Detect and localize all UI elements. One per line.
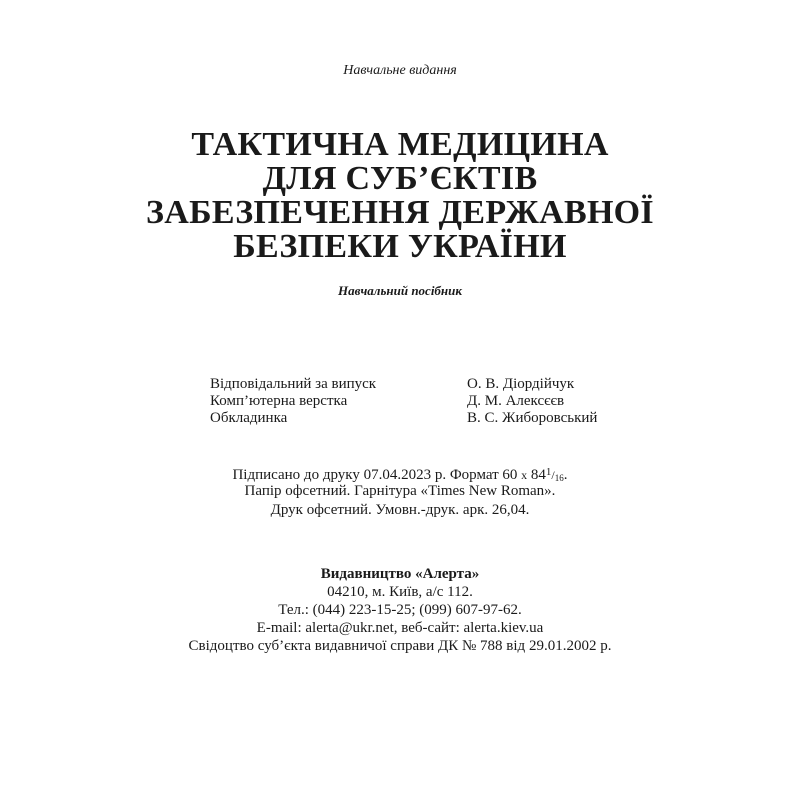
signed-line <box>0 463 800 482</box>
publisher-address: 04210, м. Київ, а/с 112. <box>327 584 473 600</box>
book-title-line-3: ЗАБЕЗПЕЧЕННЯ ДЕРЖАВНОЇ <box>146 194 654 231</box>
credit-person: В. С. Жиборовський <box>467 410 598 426</box>
paper-line: Папір офсетний. Гарнітура «Times New Roman». <box>244 483 556 499</box>
credit-person: Д. М. Алексєєв <box>467 393 565 409</box>
credit-row <box>0 376 800 393</box>
credit-role: Комп’ютерна верстка <box>210 393 348 409</box>
printing-line: Друк офсетний. Умовн.-друк. арк. 26,04. <box>270 502 530 518</box>
format-second: 84 <box>530 467 546 483</box>
format-slash: / <box>551 468 555 482</box>
book-title-line-2: ДЛЯ СУБ’ЄКТІВ <box>262 160 538 197</box>
credit-role: Відповідальний за випуск <box>210 376 377 392</box>
book-title-line-1: ТАКТИЧНА МЕДИЦИНА <box>191 126 609 163</box>
edition-type: Навчальне видання <box>343 63 457 78</box>
format-numerator: 1 <box>545 466 552 478</box>
book-subtitle: Навчальний посібник <box>338 283 462 298</box>
publisher-phones: Тел.: (044) 223-15-25; (099) 607-97-62. <box>278 602 522 618</box>
credit-role: Обкладинка <box>210 410 288 426</box>
publisher-name: Видавництво «Алерта» <box>320 566 480 582</box>
format-denominator: 16 <box>554 473 564 483</box>
credit-row <box>0 410 800 427</box>
credits-list <box>0 376 800 427</box>
signed-text: Підписано до друку 07.04.2023 р. Формат 60 <box>232 467 518 483</box>
book-title <box>0 128 800 264</box>
publisher-certificate: Свідоцтво суб’єкта видавничої справи ДК № 788 від 29.01.2002 р. <box>188 638 612 654</box>
credit-person: О. В. Діордійчук <box>467 376 575 392</box>
publisher-block <box>0 565 800 655</box>
credit-row <box>0 393 800 410</box>
print-info <box>0 463 800 520</box>
publisher-web: E-mail: alerta@ukr.net, веб-сайт: alerta.kiev.ua <box>256 620 544 636</box>
format-times: х <box>521 468 528 482</box>
book-title-line-4: БЕЗПЕКИ УКРАЇНИ <box>233 228 567 265</box>
format-end: . <box>563 467 568 483</box>
